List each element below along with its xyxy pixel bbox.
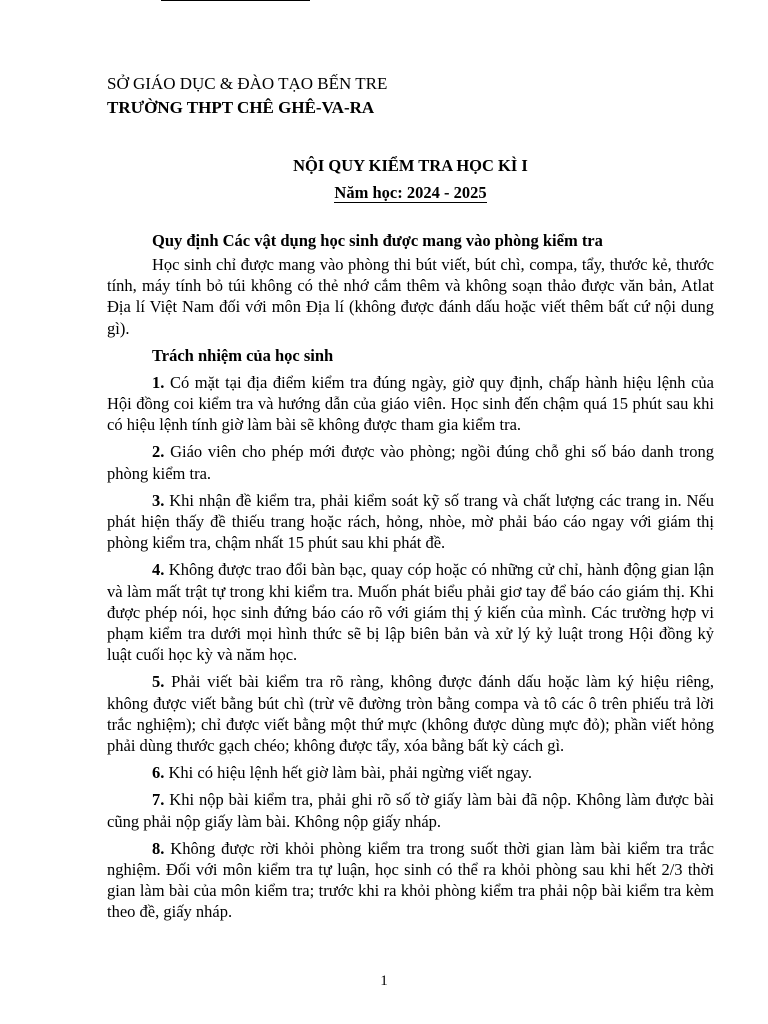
rule-number: 6. (152, 763, 165, 783)
rule-text: Khi nộp bài kiểm tra, phải ghi rõ số tờ giấy làm bài đã nộp. Không làm được bài cũng phải nộp giấy làm bài. Không nộp giấy nháp. (107, 790, 714, 831)
section-heading-duties: Trách nhiệm của học sinh (152, 345, 334, 365)
rule-item (107, 559, 714, 665)
rule-item (107, 441, 714, 483)
items-paragraph: Học sinh chỉ được mang vào phòng thi bút viết, bút chì, compa, tẩy, thước kẻ, thước tính, máy tính bỏ túi không có thẻ nhớ cắm thêm và không soạn thảo được văn bản, Atlat Địa lí Việt Nam đối với môn Địa lí (không được đánh dấu hoặc viết thêm bất cứ nội dung gì). (107, 255, 714, 338)
rule-text: Giáo viên cho phép mới được vào phòng; ngồi đúng chỗ ghi số báo danh trong phòng kiểm tra. (107, 442, 714, 483)
school-name: TRƯỜNG THPT CHÊ GHÊ-VA-RA (107, 98, 375, 117)
rule-item (107, 838, 714, 923)
rule-text: Không được rời khỏi phòng kiểm tra trong suốt thời gian làm bài kiểm tra trắc nghiệm. Đối với môn kiểm tra tự luận, học sinh có thể ra khỏi phòng sau khi hết 2/3 thời gian làm bài của môn kiểm tra; trước khi ra khỏi phòng kiểm tra phải nộp bài kiểm tra kèm theo đề, giấy nháp. (107, 838, 714, 922)
document-page (107, 72, 714, 923)
rule-text: Có mặt tại địa điểm kiểm tra đúng ngày, giờ quy định, chấp hành hiệu lệnh của Hội đồng coi kiểm tra và hướng dẫn của giáo viên. Học sinh đến chậm quá 15 phút sau khi có hiệu lệnh tính giờ làm bài sẽ không được tham gia kiểm tra. (107, 372, 714, 435)
rule-text: Khi nhận đề kiểm tra, phải kiểm soát kỹ số trang và chất lượng các trang in. Nếu phát hiện thấy đề thiếu trang hoặc rách, hỏng, nhòe, mờ phải báo cáo ngay với giám thị phòng kiểm tra, chậm nhất 15 phút sau khi phát đề. (107, 490, 714, 553)
section-heading-items: Quy định Các vật dụng học sinh được mang vào phòng kiểm tra (152, 231, 603, 250)
rule-item (107, 762, 714, 783)
rule-item (107, 490, 714, 554)
rule-number: 8. (152, 838, 165, 858)
top-divider (161, 0, 310, 1)
page-number: 1 (380, 973, 388, 989)
rule-text: Phải viết bài kiểm tra rõ ràng, không được đánh dấu hoặc làm ký hiệu riêng, không được viết bằng bút chì (trừ vẽ đường tròn bằng compa và tô các ô trên phiếu trả lời trắc nghiệm); chỉ được viết bằng một thứ mực (không được dùng mực đỏ); phần viết hỏng phải dùng thước gạch chéo; không được tẩy, xóa bằng bất kỳ cách gì. (107, 672, 714, 756)
rule-text: Không được trao đổi bàn bạc, quay cóp hoặc có những cử chỉ, hành động gian lận và làm mất trật tự trong khi kiểm tra. Muốn phát biểu phải giơ tay để báo cáo giám thị. Khi được phép nói, học sinh đứng báo cáo rõ với giám thị ý kiến của mình. Các trường hợp vi phạm kiểm tra dưới mọi hình thức sẽ bị lập biên bản và xử lý kỷ luật trong Hội đồng kỷ luật cuối học kỳ và năm học. (107, 560, 714, 665)
rule-item (107, 671, 714, 756)
rule-item (107, 789, 714, 831)
rule-number: 7. (152, 790, 165, 810)
agency-name: SỞ GIÁO DỤC & ĐÀO TẠO BẾN TRE (107, 74, 388, 93)
rule-item (107, 372, 714, 436)
rule-number: 5. (152, 672, 165, 692)
rule-number: 4. (152, 560, 165, 580)
school-year-line (107, 181, 714, 205)
rule-number: 3. (152, 490, 165, 510)
school-year: Năm học: 2024 - 2025 (334, 183, 487, 202)
document-title: NỘI QUY KIỂM TRA HỌC KÌ I (293, 156, 528, 175)
rule-number: 1. (152, 372, 165, 392)
rule-number: 2. (152, 442, 165, 462)
rule-text: Khi có hiệu lệnh hết giờ làm bài, phải ngừng viết ngay. (164, 763, 532, 783)
